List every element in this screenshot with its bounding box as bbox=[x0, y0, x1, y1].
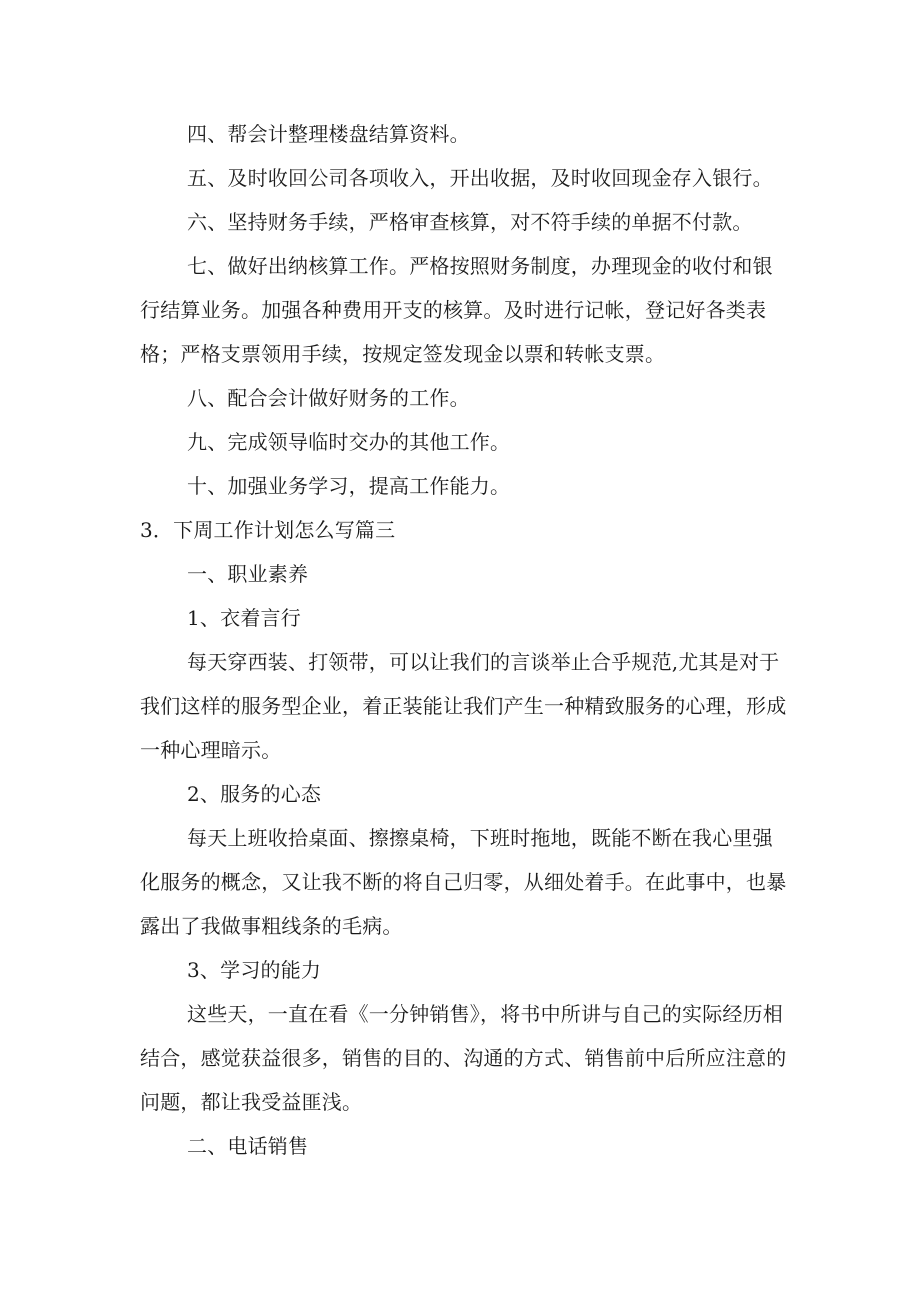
paragraph: 这些天，一直在看《一分钟销售》，将书中所讲与自己的实际经历相结合，感觉获益很多，销售的目的、沟通的方式、销售前中后所应注意的问题，都让我受益匪浅。 bbox=[140, 1002, 787, 1114]
document-body bbox=[140, 112, 790, 1168]
paragraph: 四、帮会计整理楼盘结算资料。 bbox=[187, 122, 470, 146]
paragraph: 十、加强业务学习，提高工作能力。 bbox=[187, 474, 511, 498]
paragraph: 每天穿西装、打领带，可以让我们的言谈举止合乎规范,尤其是对于我们这样的服务型企业，着正装能让我们产生一种精致服务的心理，形成一种心理暗示。 bbox=[140, 650, 787, 762]
paragraph: 七、做好出纳核算工作。严格按照财务制度，办理现金的收付和银行结算业务。加强各种费用开支的核算。及时进行记帐，登记好各类表格；严格支票领用手续，按规定签发现金以票和转帐支票。 bbox=[140, 254, 773, 366]
paragraph: 五、及时收回公司各项收入，开出收据，及时收回现金存入银行。 bbox=[187, 166, 773, 190]
paragraph: 六、坚持财务手续，严格审查核算，对不符手续的单据不付款。 bbox=[187, 210, 753, 234]
paragraph: 九、完成领导临时交办的其他工作。 bbox=[187, 430, 511, 454]
section-heading: 3．下周工作计划怎么写篇三 bbox=[140, 518, 396, 542]
paragraph: 每天上班收拾桌面、擦擦桌椅，下班时拖地，既能不断在我心里强化服务的概念，又让我不断的将自己归零，从细处着手。在此事中，也暴露出了我做事粗线条的毛病。 bbox=[140, 826, 787, 938]
paragraph: 2、服务的心态 bbox=[187, 782, 322, 806]
paragraph: 一、职业素养 bbox=[187, 562, 309, 586]
paragraph: 3、学习的能力 bbox=[187, 958, 322, 982]
paragraph: 八、配合会计做好财务的工作。 bbox=[187, 386, 470, 410]
paragraph: 1、衣着言行 bbox=[187, 606, 301, 630]
paragraph: 二、电话销售 bbox=[187, 1134, 309, 1158]
